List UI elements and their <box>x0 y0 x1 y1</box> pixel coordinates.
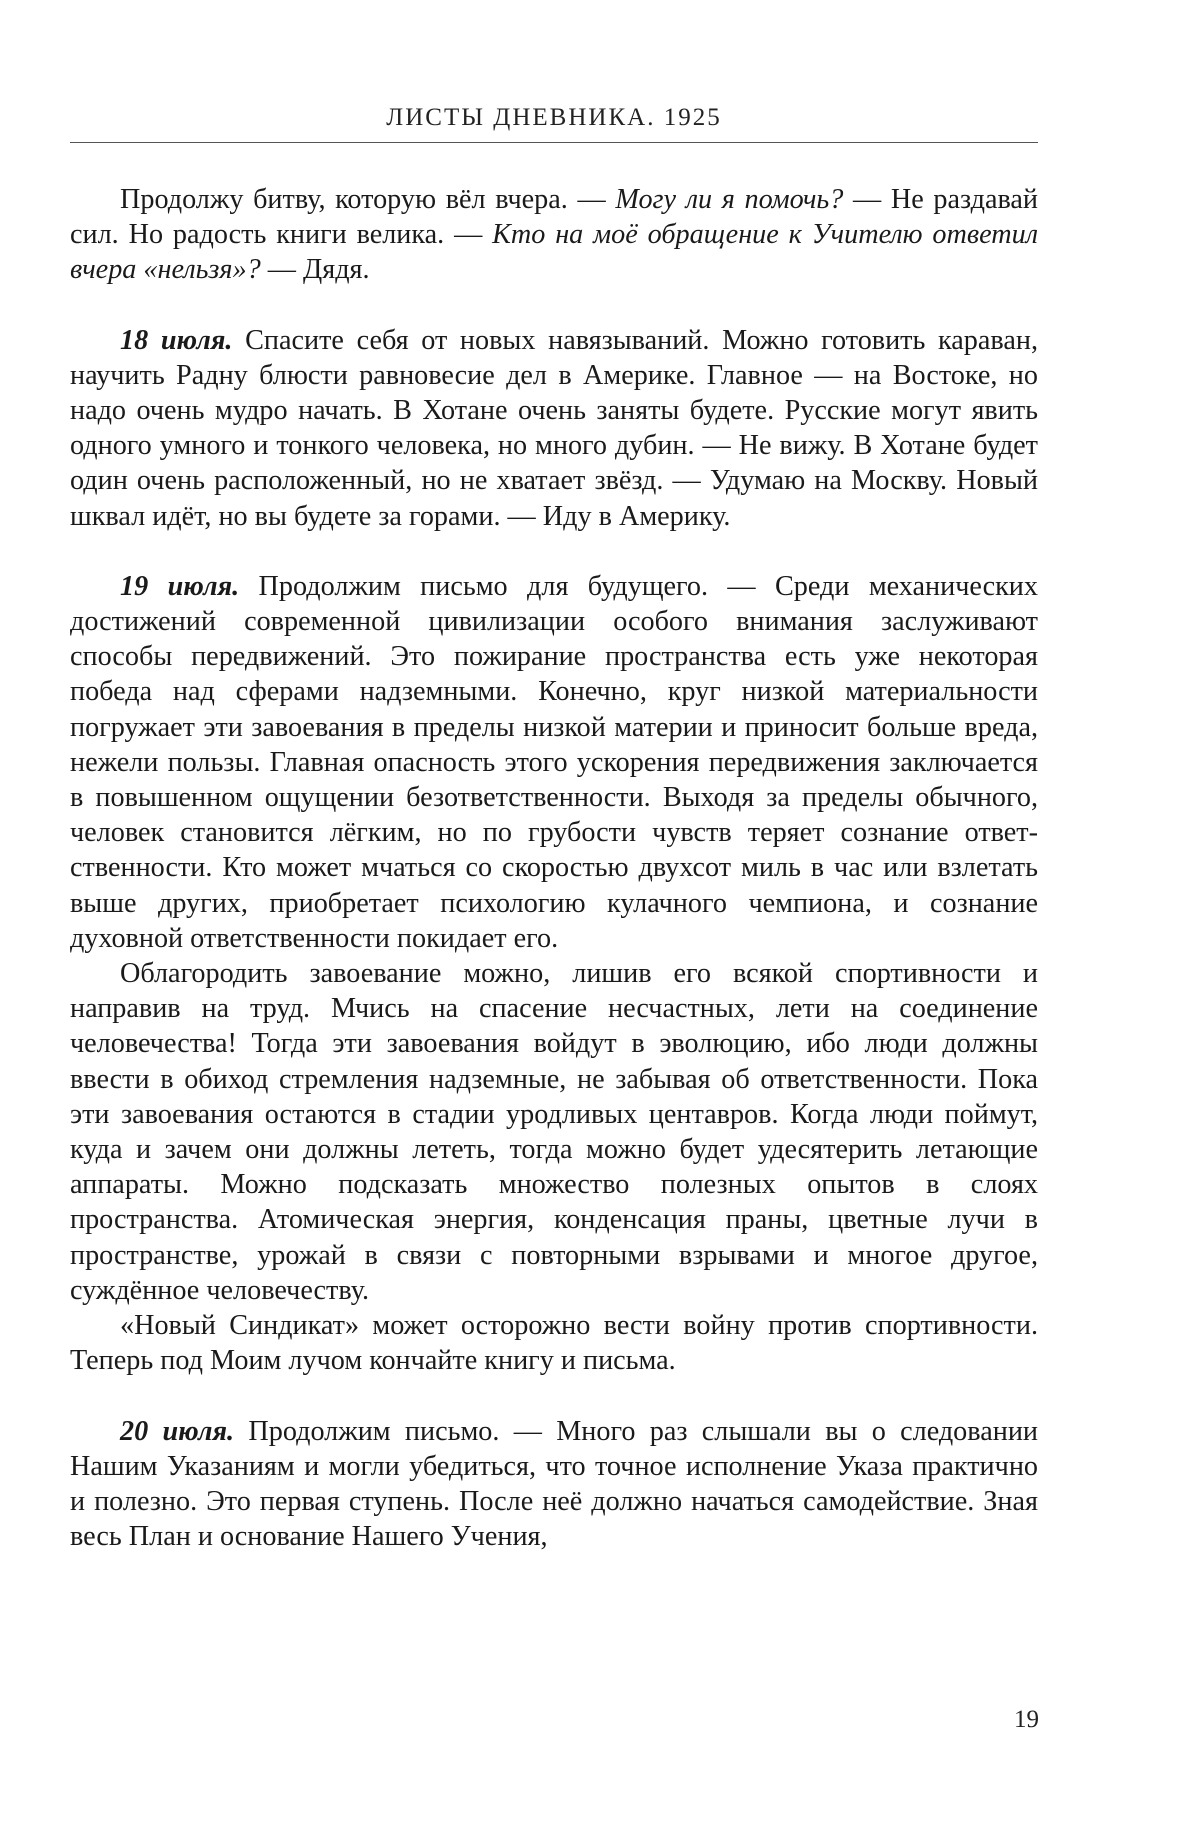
text-segment: — Не раздавай сил. Но радость книги велика. — <box>70 184 1039 251</box>
header-divider <box>70 142 1038 143</box>
text-segment: Облагородить завоевание можно, лишив его всякой спортивности и направив на труд. Мчись на спасение несчастных, лети на соединение человечества! Тогда эти завоевания войдут в эволюцию, ибо люди должны ввести в обиход стремления надземные, не забывая об ответственности. Пока эти завоевания остаются в стадии уродливых центавров. Когда люди поймут, куда и зачем они должны лететь, тогда можно будет удесятерить летающие аппараты. Можно подсказать множество полезных опытов в слоях пространства. Атомическая энергия, конденсация праны, цветные лучи в пространстве, урожай в связи с повторными взрывами и многое другое, суждённое человечеству. <box>70 958 1038 1306</box>
text-segment: Продолжим письмо. — Много раз слышали вы о следовании Нашим Указаниям и могли убедиться, что точное исполнение Указа практично и полезно. Это первая ступень. После неё должно начаться самодействие. Зная весь План и основание Нашего Учения, <box>70 1415 1038 1553</box>
entry-date: 19 июля. <box>120 570 240 602</box>
text-segment: Продолжим письмо для будущего. — Среди механических достижений современной цивилизации особого внимания заслуживают способы передвижений. Это пожирание пространства есть уже некоторая победа над сферами надземными. Конечно, круг низкой материальности погружает эти завоевания в пределы низкой материи и приносит больше вреда, нежели пользы. Главная опасность этого ускорения передвижения заключается в повышенном ощущении безответственности. Выходя за пределы обычного, человек становится лёгким, но по грубости чувств теряет сознание ответственности. Кто может мчаться со скоростью двухсот миль в час или взлетать выше других, приобретает психологию кулачного чемпиона, и сознание духовной ответственности покидает его. <box>70 570 1038 954</box>
text-segment: «Новый Синдикат» может осторожно вести войну против спортивности. Теперь под Моим лучом кончайте книгу и письма. <box>70 1310 1038 1377</box>
page-body <box>70 182 1038 1554</box>
diary-entry-paragraph <box>70 1414 1038 1555</box>
text-segment: Спасите себя от новых навязываний. Можно готовить караван, научить Радну блюсти равновесие дел в Америке. Главное — на Востоке, но надо очень мудро начать. В Хотане очень заняты будете. Русские могут явить одного умного и тонкого человека, но много дубин. — Не вижу. В Хотане будет один очень расположенный, но не хватает звёзд. — Удумаю на Москву. Новый шквал идёт, но вы будете за горами. — Иду в Америку. <box>70 324 1038 532</box>
text-segment: — Дядя. <box>260 254 370 286</box>
italic-text: Могу ли я помочь? <box>615 184 844 215</box>
italic-text: Кто на моё обращение к Учителю ответил вчера «нельзя»? <box>70 219 1038 286</box>
diary-entry-paragraph <box>70 323 1038 534</box>
text-segment: Продолжу битву, которую вёл вчера. — <box>120 184 616 215</box>
paragraph <box>70 1308 1038 1378</box>
entry-date: 18 июля. <box>120 324 233 356</box>
paragraph <box>70 182 1038 288</box>
page-number: 19 <box>1014 1706 1039 1733</box>
diary-entry-paragraph <box>70 569 1038 956</box>
paragraph <box>70 956 1038 1308</box>
entry-date: 20 июля. <box>120 1415 235 1447</box>
running-header: ЛИСТЫ ДНЕВНИКА. 1925 <box>386 104 722 131</box>
